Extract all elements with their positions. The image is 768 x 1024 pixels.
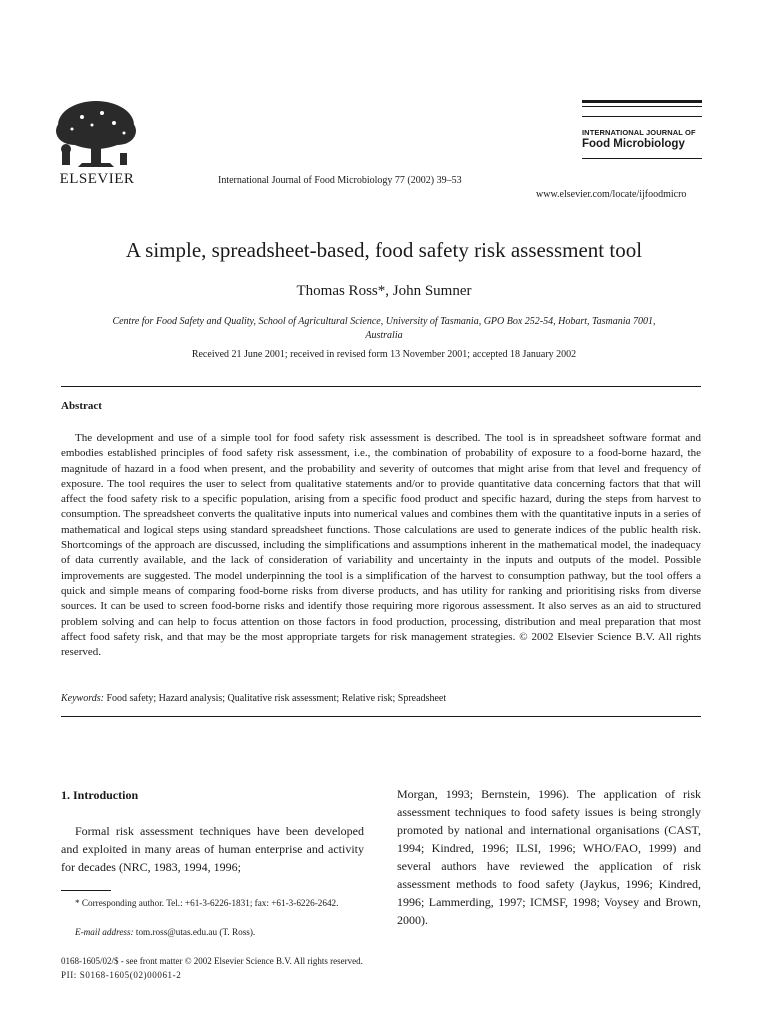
footnote-corresponding: * Corresponding author. Tel.: +61-3-6226-1831; fax: +61-3-6226-2642. — [75, 898, 339, 908]
email-value[interactable]: tom.ross@utas.edu.au (T. Ross). — [133, 927, 256, 937]
journal-url[interactable]: www.elsevier.com/locate/ijfoodmicro — [536, 189, 687, 200]
journal-rule — [582, 158, 702, 159]
journal-rule-thick — [582, 100, 702, 103]
abstract-text: The development and use of a simple tool for food safety risk assessment is described. The tool is in spreadsheet software format and embodies established principles of food safety risk assessment, i.e., the combination of probability of exposure to a food-borne hazard, the magnitude of hazard in a food when present, and the probability and severity of outcomes that might arise from that level and frequency of exposure. The tool requires the user to select from qualitative statements and/or to provide quantitative data concerning factors that that will affect the food safety risk to a specific population, arising from a specific food product and specific hazard, during the steps from harvest to consumption. The spreadsheet converts the qualitative inputs into numerical values and combines them with the quantitative inputs in a series of mathematical and logical steps using standard spreadsheet functions. Those calculations are used to generate indices of the public health risk. Shortcomings of the approach are discussed, including the simplifications and assumptions inherent in the mathematical model, the inadequacy of data currently available, and the lack of consideration of variability and uncertainty in the inputs and outputs of the model. Possible improvements are suggested. The model underpinning the tool is a simplification of the harvest to consumption pathway, but the tool offers a quick and simple means of comparing food-borne risks from diverse products, and has utility for ranking and prioritising risks from diverse sources. It can be used to screen food-borne risks and identify those requiring more rigorous assessment. It also serves as an aid to structured problem solving and can help to focus attention on those factors in food production, processing, distribution and meal preparation that most affect food safety risk, and that may be the most appropriate targets for risk management strategies. © 2002 Elsevier Science B.V. All rights reserved. — [61, 432, 701, 659]
email-label: E-mail address: — [75, 927, 134, 937]
article-authors: Thomas Ross*, John Sumner — [296, 283, 472, 299]
author-affiliation: Centre for Food Safety and Quality, School of Agricultural Science, University of Tasmania, GPO Box 252-54, Hobart, Tasmania 7001, Australia — [112, 316, 656, 341]
body-column-left: Formal risk assessment techniques have been developed and exploited in many areas of human enterprise and activity for decades (NRC, 1983, 1994, 1996; — [61, 824, 364, 874]
divider — [61, 716, 701, 717]
keywords-list: Food safety; Hazard analysis; Qualitative risk assessment; Relative risk; Spreadsheet — [103, 693, 447, 704]
publisher-name: ELSEVIER — [59, 171, 135, 187]
footnote-rule — [61, 890, 111, 891]
journal-rule — [582, 106, 702, 107]
journal-citation: International Journal of Food Microbiology 77 (2002) 39–53 — [218, 175, 462, 186]
pii-line: PII: S0168-1605(02)00061-2 — [61, 970, 182, 980]
body-column-right: Morgan, 1993; Bernstein, 1996). The application of risk assessment techniques to food safety issues is being strongly promoted by national and international organisations (CAST, 1994; Kindred, 1996; ILSI, 1996; WHO/FAO, 1999) and several authors have reviewed the application of risk assessment methods to food safety (Jaykus, 1996; Kindred, 1996; Lammerding, 1997; ICMSF, 1998; Voysey and Brown, 2000). — [397, 787, 701, 927]
article-dates: Received 21 June 2001; received in revised form 13 November 2001; accepted 18 January 2002 — [191, 349, 577, 360]
journal-name-line1: INTERNATIONAL JOURNAL OF — [582, 128, 696, 137]
abstract-heading: Abstract — [61, 400, 102, 412]
section-heading: 1. Introduction — [61, 788, 139, 802]
journal-rule — [582, 116, 702, 117]
issn-line: 0168-1605/02/$ - see front matter © 2002 Elsevier Science B.V. All rights reserved. — [61, 956, 363, 966]
article-title: A simple, spreadsheet-based, food safety risk assessment tool — [125, 238, 643, 262]
keywords — [61, 693, 701, 704]
journal-name-line2: Food Microbiology — [582, 138, 685, 150]
footnote-email — [61, 925, 364, 939]
keywords-label: Keywords: — [61, 693, 104, 704]
divider — [61, 386, 701, 387]
